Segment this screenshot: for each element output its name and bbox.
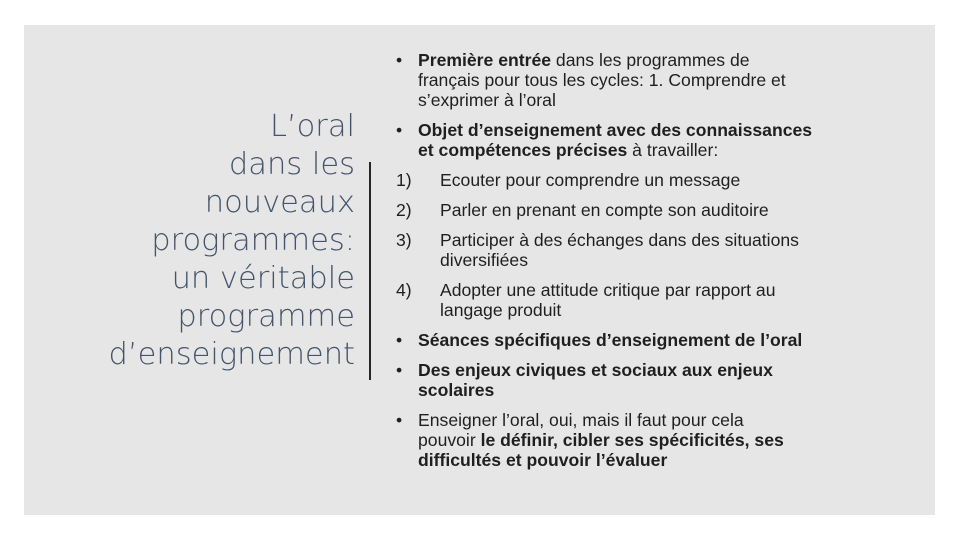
bullet-marker: • bbox=[396, 330, 403, 350]
title-line: dans les bbox=[228, 147, 355, 182]
number-marker: 1) bbox=[396, 170, 412, 190]
bold-text: difficultés et pouvoir l’évaluer bbox=[418, 450, 668, 470]
text-line bbox=[418, 120, 916, 140]
numbered-item bbox=[396, 280, 916, 320]
numbered-item bbox=[396, 200, 916, 220]
vertical-divider bbox=[369, 162, 371, 380]
bullet-item bbox=[396, 330, 916, 350]
text-line: Parler en prenant en compte son auditoire bbox=[440, 200, 769, 220]
text-line: s’exprimer à l’oral bbox=[418, 90, 556, 110]
bullet-item bbox=[396, 410, 916, 470]
number-marker: 4) bbox=[396, 280, 412, 300]
bullet-item bbox=[396, 360, 916, 400]
text-line bbox=[418, 360, 916, 380]
text-line bbox=[418, 430, 916, 450]
text-line: Participer à des échanges dans des situations bbox=[440, 230, 799, 250]
text-line bbox=[418, 50, 916, 70]
numbered-item bbox=[396, 230, 916, 270]
text: dans les programmes de bbox=[551, 50, 750, 70]
slide-title bbox=[25, 108, 355, 374]
text-line: français pour tous les cycles: 1. Comprendre et bbox=[418, 70, 786, 90]
bullet-marker: • bbox=[396, 410, 403, 430]
bold-text: Des enjeux civiques et sociaux aux enjeux bbox=[418, 360, 773, 380]
text-line: Enseigner l’oral, oui, mais il faut pour cela bbox=[418, 410, 744, 430]
content-list bbox=[396, 50, 916, 480]
bold-text: Séances spécifiques d’enseignement de l’oral bbox=[418, 330, 803, 350]
title-line: un véritable bbox=[171, 261, 355, 296]
title-line: L’oral bbox=[269, 109, 355, 144]
text-line: diversifiées bbox=[440, 250, 529, 270]
text-line bbox=[418, 330, 916, 350]
bold-text: Objet d’enseignement avec des connaissances bbox=[418, 120, 813, 140]
bullet-item bbox=[396, 50, 916, 110]
bullet-marker: • bbox=[396, 50, 403, 70]
title-line: programmes: bbox=[151, 223, 355, 258]
bullet-item bbox=[396, 120, 916, 160]
number-marker: 2) bbox=[396, 200, 412, 220]
title-line: programme bbox=[177, 299, 355, 334]
text-line bbox=[418, 140, 916, 160]
bold-text: Première entrée bbox=[418, 50, 552, 70]
bold-text: le définir, cibler ses spécificités, ses bbox=[480, 430, 784, 450]
bold-text: et compétences précises bbox=[418, 140, 628, 160]
text: à travailler: bbox=[627, 140, 719, 160]
text-line: langage produit bbox=[440, 300, 562, 320]
bullet-marker: • bbox=[396, 120, 403, 140]
numbered-item bbox=[396, 170, 916, 190]
text-line bbox=[418, 380, 916, 400]
text-line bbox=[418, 450, 916, 470]
text: pouvoir bbox=[418, 430, 481, 450]
title-line: nouveaux bbox=[204, 185, 355, 220]
number-marker: 3) bbox=[396, 230, 412, 250]
text-line: Ecouter pour comprendre un message bbox=[440, 170, 741, 190]
title-line: d’enseignement bbox=[108, 337, 355, 372]
bold-text: scolaires bbox=[418, 380, 495, 400]
bullet-marker: • bbox=[396, 360, 403, 380]
text-line: Adopter une attitude critique par rapport au bbox=[440, 280, 776, 300]
